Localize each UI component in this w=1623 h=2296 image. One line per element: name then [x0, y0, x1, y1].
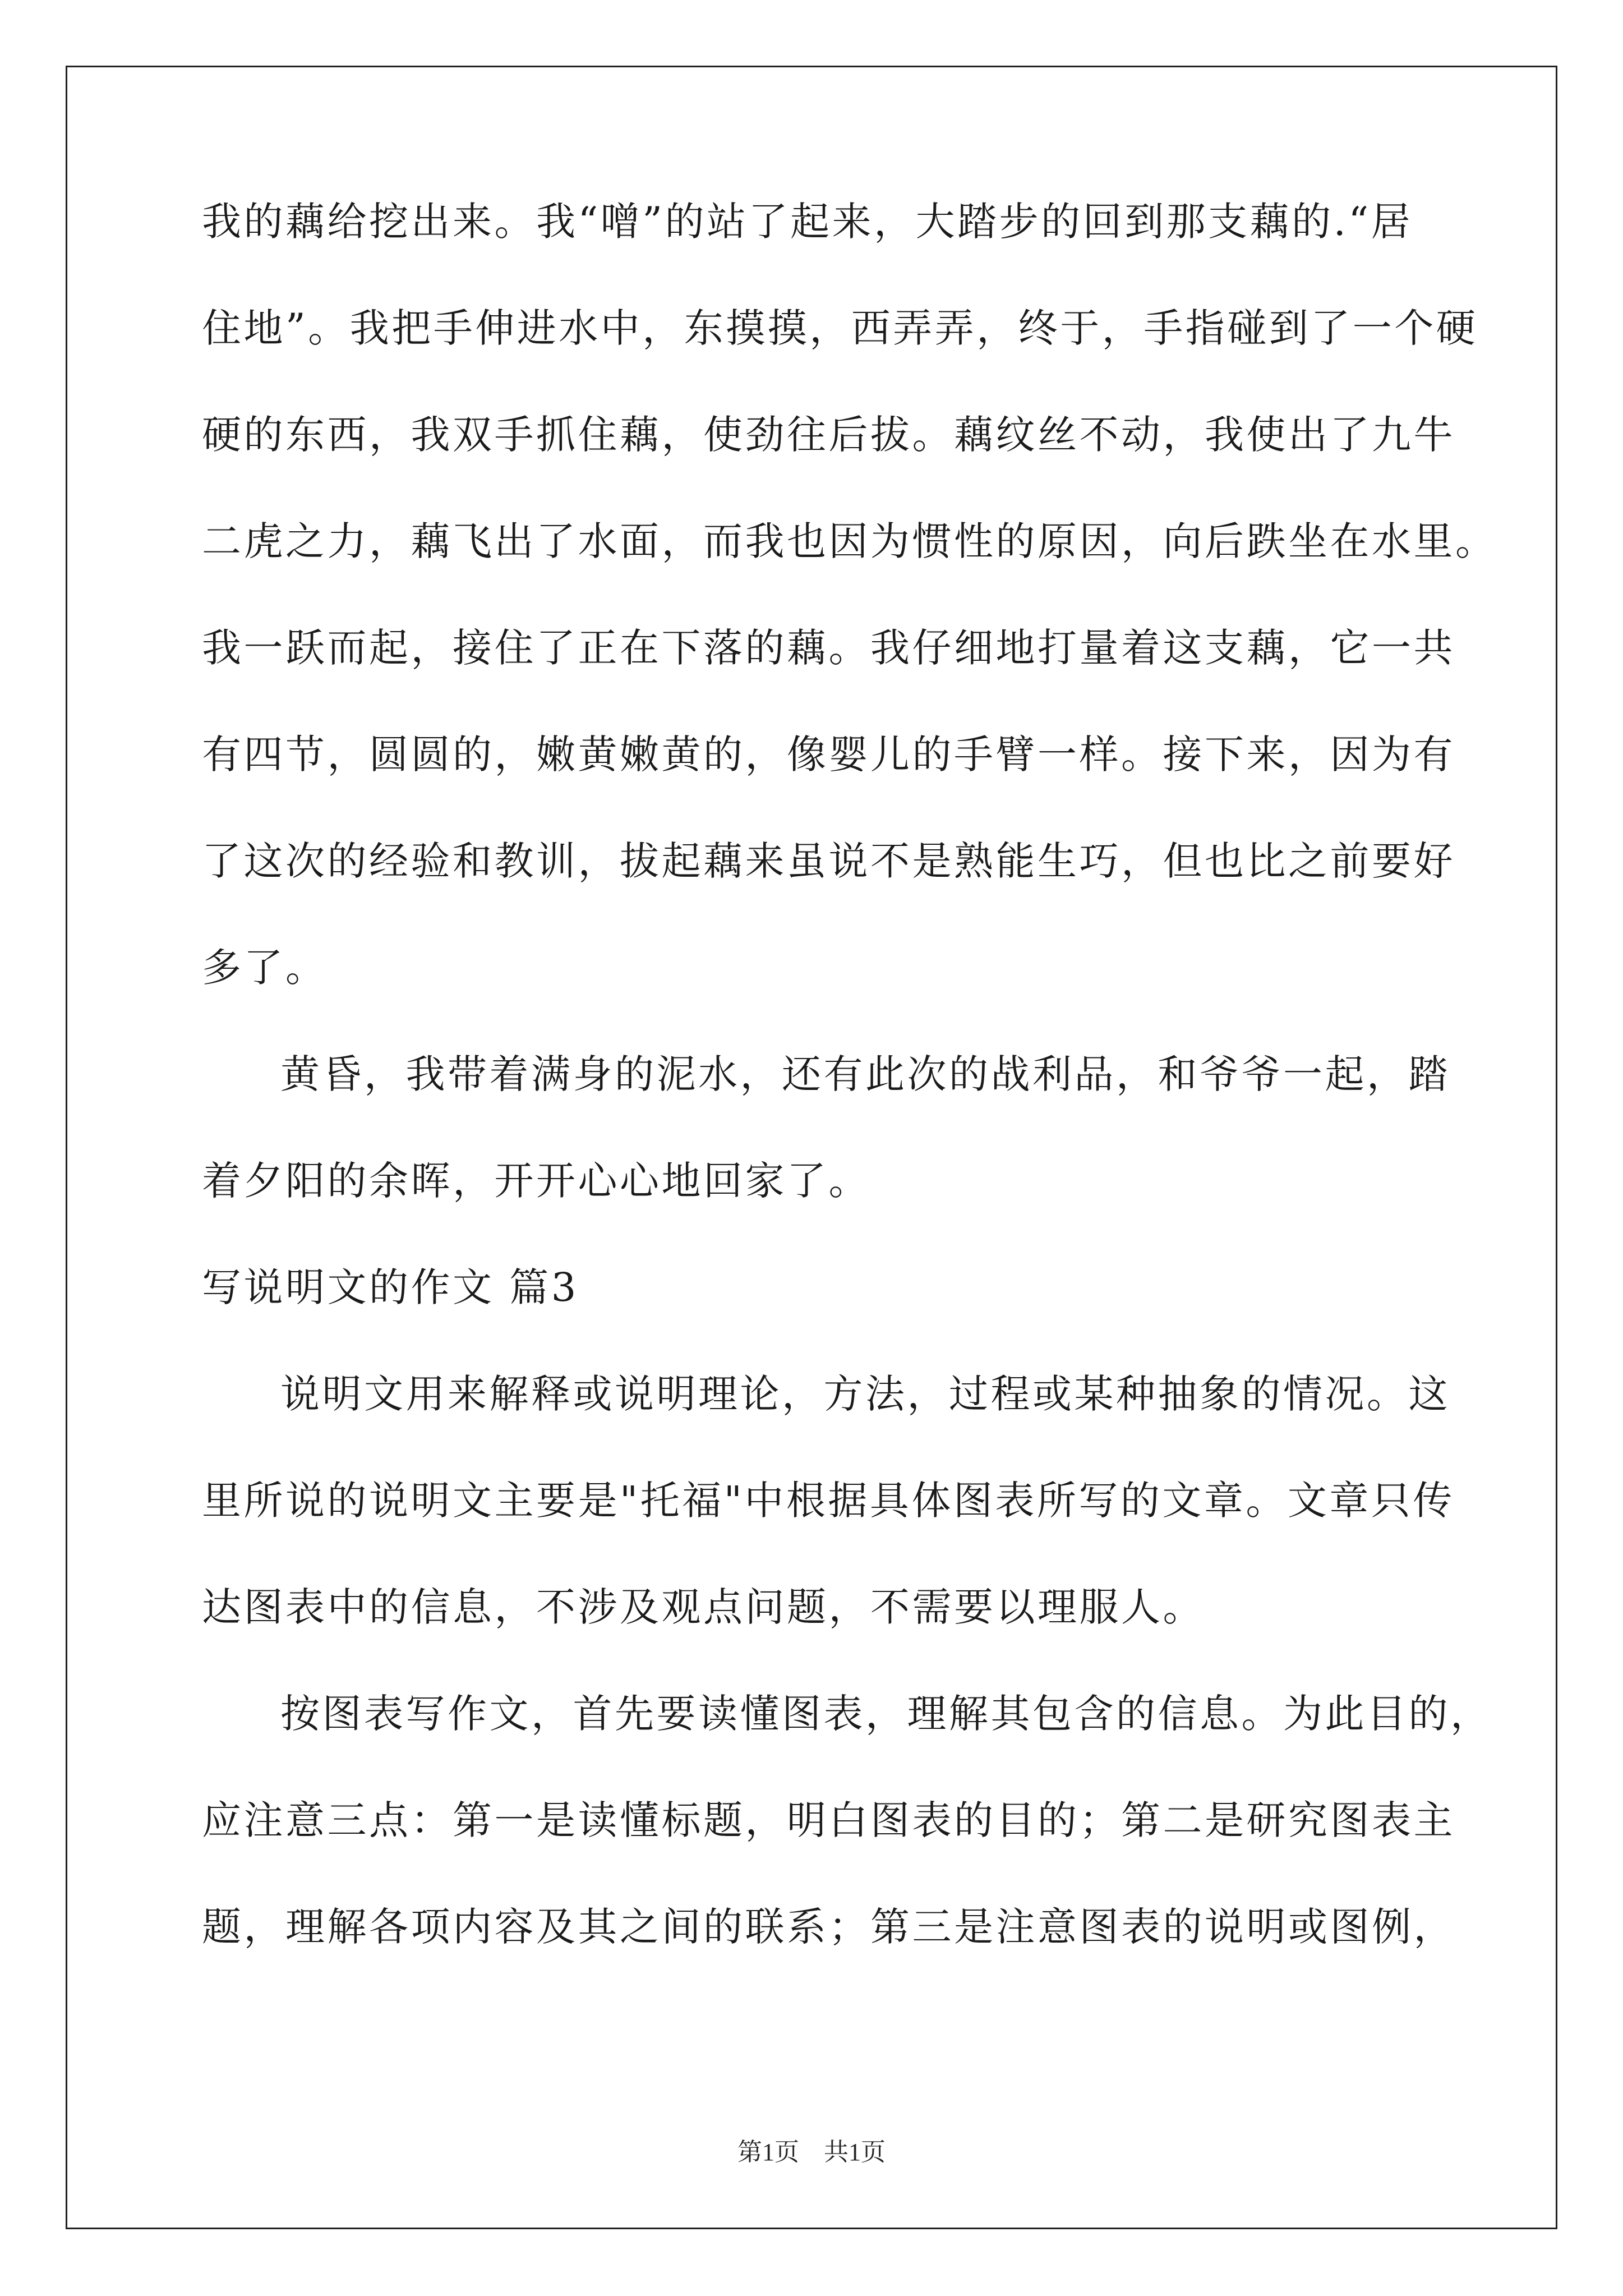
text-line: 达图表中的信息，不涉及观点问题，不需要以理服人。 — [202, 1584, 1205, 1630]
page-number-footer: 第1页 共1页 — [737, 2138, 886, 2166]
text-line: 住地”。我把手伸进水中，东摸摸，西弄弄，终于，手指碰到了一个硬 — [202, 305, 1478, 351]
text-line: 题，理解各项内容及其之间的联系；第三是注意图表的说明或图例， — [202, 1904, 1455, 1950]
text-line: 硬的东西，我双手抓住藕，使劲往后拔。藕纹丝不动，我使出了九牛 — [202, 412, 1455, 458]
text-line: 多了。 — [202, 945, 328, 991]
text-line: 我的藕给挖出来。我“噌”的站了起来，大踏步的回到那支藕的.“居 — [202, 199, 1413, 245]
section-heading: 写说明文的作文 篇3 — [202, 1264, 579, 1310]
text-line: 说明文用来解释或说明理论，方法，过程或某种抽象的情况。这 — [280, 1371, 1450, 1417]
text-line: 应注意三点：第一是读懂标题，明白图表的目的；第二是研究图表主 — [202, 1797, 1455, 1843]
text-line: 黄昏，我带着满身的泥水，还有此次的战利品，和爷爷一起，踏 — [280, 1051, 1450, 1097]
text-line: 二虎之力，藕飞出了水面，而我也因为惯性的原因，向后跌坐在水里。 — [202, 518, 1497, 564]
text-line: 里所说的说明文主要是"托福"中根据具体图表所写的文章。文章只传 — [202, 1478, 1455, 1524]
text-line: 按图表写作文，首先要读懂图表，理解其包含的信息。为此目的， — [280, 1691, 1492, 1737]
text-line: 有四节，圆圆的，嫩黄嫩黄的，像婴儿的手臂一样。接下来，因为有 — [202, 731, 1455, 777]
text-line: 着夕阳的余晖，开开心心地回家了。 — [202, 1158, 870, 1204]
text-line: 了这次的经验和教训，拔起藕来虽说不是熟能生巧，但也比之前要好 — [202, 838, 1455, 884]
text-line: 我一跃而起，接住了正在下落的藕。我仔细地打量着这支藕，它一共 — [202, 625, 1455, 671]
